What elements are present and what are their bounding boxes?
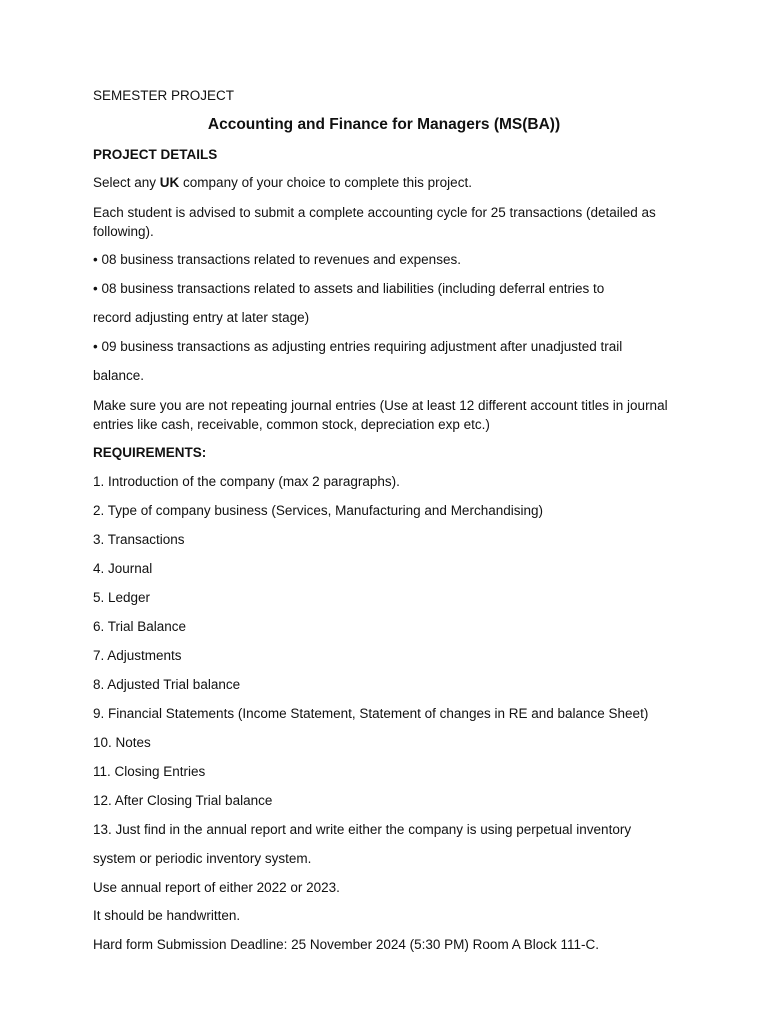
journal-entries-note: Make sure you are not repeating journal entries (Use at least 12 different account titles in journal entries like cash, receivable, common stock, depreciation exp etc.) xyxy=(93,398,668,432)
requirement-item: 5. Ledger xyxy=(93,590,151,605)
submission-deadline: Hard form Submission Deadline: 25 November 2024 (5:30 PM) Room A Block 111-C. xyxy=(93,937,599,952)
requirement-item: 2. Type of company business (Services, Manufacturing and Merchandising) xyxy=(93,503,543,518)
requirement-item: 4. Journal xyxy=(93,561,153,576)
requirement-item: 3. Transactions xyxy=(93,532,185,547)
requirement-item: 6. Trial Balance xyxy=(93,619,187,634)
select-text-bold: UK xyxy=(159,175,180,190)
semester-label: SEMESTER PROJECT xyxy=(93,88,235,103)
document-title: Accounting and Finance for Managers (MS(BA)) xyxy=(207,116,561,133)
requirement-item: 7. Adjustments xyxy=(93,648,182,663)
bullet-revenues-expenses: • 08 business transactions related to revenues and expenses. xyxy=(93,252,461,267)
project-details-heading: PROJECT DETAILS xyxy=(93,147,218,162)
requirement-item: 11. Closing Entries xyxy=(93,764,206,779)
requirement-item: 1. Introduction of the company (max 2 paragraphs). xyxy=(93,474,400,489)
select-text-post: company of your choice to complete this project. xyxy=(179,175,472,190)
requirements-heading: REQUIREMENTS: xyxy=(93,445,207,460)
requirement-item-13-line2: system or periodic inventory system. xyxy=(93,851,312,866)
bullet-assets-liabilities-line2: record adjusting entry at later stage) xyxy=(93,310,310,325)
requirement-item: 9. Financial Statements (Income Statement, Statement of changes in RE and balance Sheet) xyxy=(93,706,649,721)
bullet-adjusting-line1: • 09 business transactions as adjusting entries requiring adjustment after unadjusted trail xyxy=(93,339,623,354)
annual-report-note: Use annual report of either 2022 or 2023. xyxy=(93,880,340,895)
requirement-item: 8. Adjusted Trial balance xyxy=(93,677,241,692)
advice-paragraph: Each student is advised to submit a complete accounting cycle for 25 transactions (detailed as following). xyxy=(93,205,656,239)
handwritten-note: It should be handwritten. xyxy=(93,908,241,923)
bullet-adjusting-line2: balance. xyxy=(93,368,145,383)
bullet-assets-liabilities-line1: • 08 business transactions related to assets and liabilities (including deferral entries to xyxy=(93,281,605,296)
requirement-item: 10. Notes xyxy=(93,735,151,750)
select-company-line xyxy=(93,175,472,190)
select-text-pre: Select any xyxy=(93,175,160,190)
requirement-item-13-line1: 13. Just find in the annual report and write either the company is using perpetual inventory xyxy=(93,822,632,837)
requirement-item: 12. After Closing Trial balance xyxy=(93,793,273,808)
